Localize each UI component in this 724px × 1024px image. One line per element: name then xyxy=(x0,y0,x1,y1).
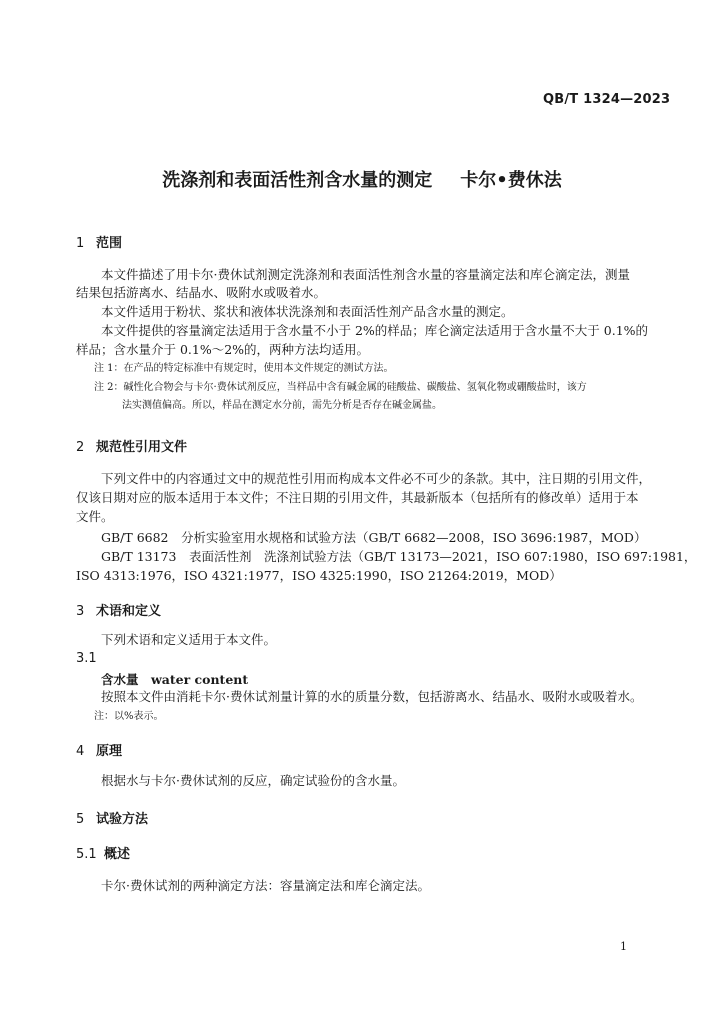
s3-paragraph: 下列术语和定义适用于本文件。 xyxy=(101,632,277,647)
section-1-heading: 1 范围 xyxy=(76,236,123,251)
s1-paragraph-1-line-2: 结果包括游离水、结晶水、吸附水或吸着水。 xyxy=(76,285,327,300)
reference-gbt-13173-line-2: ISO 4313:1976，ISO 4321:1977，ISO 4325:1990，ISO 21264:2019，MOD） xyxy=(76,568,562,583)
term-water-content: 含水量 water content xyxy=(101,672,249,687)
subclause-3-1-number: 3.1 xyxy=(76,651,97,666)
s3-note: 注：以%表示。 xyxy=(94,711,164,722)
term-definition: 按照本文件由消耗卡尔·费休试剂量计算的水的质量分数，包括游离水、结晶水、吸附水或吸着水。 xyxy=(101,689,643,704)
standard-number: QB/T 1324—2023 xyxy=(543,92,671,107)
s4-paragraph: 根据水与卡尔·费休试剂的反应，确定试验份的含水量。 xyxy=(101,773,405,788)
section-5-heading: 5 试验方法 xyxy=(76,812,149,827)
s2-paragraph-line-2: 仅该日期对应的版本适用于本文件；不注日期的引用文件，其最新版本（包括所有的修改单）适用于本 xyxy=(76,490,639,505)
s1-note-2-line-1: 注 2：碱性化合物会与卡尔·费休试剂反应，当样品中含有碱金属的硅酸盐、碳酸盐、氢氧化物或硼酸盐时，该方 xyxy=(94,382,587,393)
reference-gbt-13173-line-1: GB/T 13173 表面活性剂 洗涤剂试验方法（GB/T 13173—2021，ISO 607:1980，ISO 697:1981， xyxy=(101,549,697,564)
s1-note-1: 注 1：在产品的特定标准中有规定时，使用本文件规定的测试方法。 xyxy=(94,363,394,374)
document-title xyxy=(0,166,724,192)
title-method: 卡尔•费休法 xyxy=(460,170,562,191)
s1-paragraph-3-line-1: 本文件提供的容量滴定法适用于含水量不小于 2%的样品；库仑滴定法适用于含水量不大于 0.1%的 xyxy=(101,323,649,338)
section-3-heading: 3 术语和定义 xyxy=(76,604,162,619)
s5-1-paragraph: 卡尔·费休试剂的两种滴定方法：容量滴定法和库仑滴定法。 xyxy=(101,878,430,893)
s1-paragraph-2: 本文件适用于粉状、浆状和液体状洗涤剂和表面活性剂产品含水量的测定。 xyxy=(101,304,514,319)
s1-paragraph-1-line-1: 本文件描述了用卡尔·费休试剂测定洗涤剂和表面活性剂含水量的容量滴定法和库仑滴定法，测量 xyxy=(101,267,630,282)
reference-gbt-6682: GB/T 6682 分析实验室用水规格和试验方法（GB/T 6682—2008，ISO 3696:1987，MOD） xyxy=(101,530,647,545)
s1-paragraph-3-line-2: 样品；含水量介于 0.1%～2%的，两种方法均适用。 xyxy=(76,342,370,357)
section-2-heading: 2 规范性引用文件 xyxy=(76,440,188,455)
section-4-heading: 4 原理 xyxy=(76,744,123,759)
title-main: 洗涤剂和表面活性剂含水量的测定 xyxy=(162,170,433,191)
page-number: 1 xyxy=(620,940,627,953)
s2-paragraph-line-1: 下列文件中的内容通过文中的规范性引用而构成本文件必不可少的条款。其中，注日期的引用文件， xyxy=(101,471,652,486)
section-5-1-heading: 5.1 概述 xyxy=(76,847,131,862)
s1-note-2-line-2: 法实测值偏高。所以，样品在测定水分前，需先分析是否存在碱金属盐。 xyxy=(122,400,442,411)
s2-paragraph-line-3: 文件。 xyxy=(76,509,114,524)
